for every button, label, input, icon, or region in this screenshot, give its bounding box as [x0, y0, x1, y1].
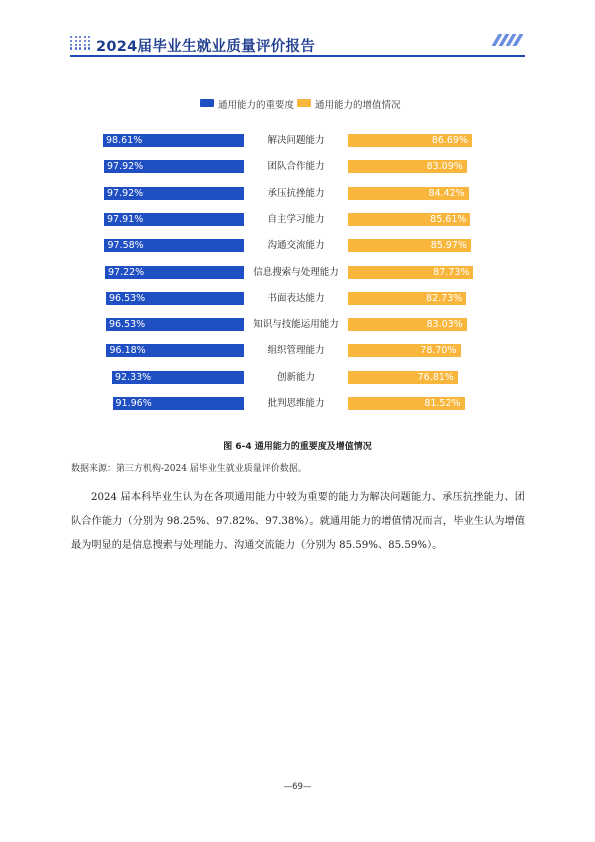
- category-label: 自主学习能力: [267, 213, 325, 225]
- legend-label-value-added: 通用能力的增值情况: [315, 100, 401, 111]
- body-paragraph: 2024 届本科毕业生认为在各项通用能力中较为重要的能力为解决问题能力、承压抗挫能力、团队合作能力（分别为 98.25%、97.82%、97.38%）。就通用能力的增值情况而言，毕业生认为增值最为明显的是信息搜索与处理能力、沟通交流能力（分别为 85.59%、85.59%）。: [71, 492, 525, 551]
- importance-value-label: 97.58%: [107, 240, 144, 252]
- legend-swatch-importance: [200, 99, 214, 107]
- importance-value-label: 97.91%: [107, 213, 144, 225]
- ability-chart: [0, 0, 595, 420]
- value-added-value-label: 85.97%: [430, 240, 467, 252]
- value-added-value-label: 82.73%: [426, 292, 463, 304]
- category-label: 信息搜索与处理能力: [253, 266, 339, 278]
- value-added-value-label: 81.52%: [424, 398, 461, 409]
- figure-caption: 图 6-4 通用能力的重要度及增值情况: [223, 442, 372, 452]
- value-added-value-label: 83.09%: [426, 161, 463, 173]
- importance-value-label: 97.22%: [107, 266, 145, 278]
- value-added-value-label: 78.70%: [420, 345, 457, 357]
- category-label: 知识与技能运用能力: [253, 319, 339, 331]
- value-added-value-label: 87.73%: [433, 266, 470, 278]
- importance-value-label: 96.18%: [109, 345, 146, 357]
- category-label: 组织管理能力: [267, 345, 325, 357]
- category-label: 解决问题能力: [267, 135, 325, 146]
- category-label: 沟通交流能力: [267, 240, 325, 252]
- category-label: 批判思维能力: [267, 398, 325, 409]
- category-label: 承压抗挫能力: [267, 187, 325, 199]
- value-added-value-label: 86.69%: [431, 135, 468, 146]
- importance-value-label: 98.61%: [106, 135, 143, 146]
- importance-value-label: 97.92%: [106, 187, 144, 199]
- report-title: 2024届毕业生就业质量评价报告: [96, 39, 316, 55]
- category-label: 团队合作能力: [267, 161, 325, 173]
- category-label: 创新能力: [276, 371, 315, 383]
- legend-label-importance: 通用能力的重要度: [218, 100, 295, 111]
- importance-value-label: 97.92%: [106, 161, 144, 173]
- importance-value-label: 96.53%: [108, 319, 146, 331]
- importance-value-label: 91.96%: [115, 398, 152, 409]
- value-added-value-label: 85.61%: [430, 213, 467, 225]
- category-label: 书面表达能力: [267, 292, 325, 304]
- data-source-note: 数据来源：第三方机构-2024 届毕业生就业质量评价数据。: [71, 464, 307, 474]
- value-added-value-label: 76.81%: [417, 371, 454, 383]
- value-added-value-label: 83.03%: [426, 319, 463, 331]
- importance-value-label: 96.53%: [108, 292, 146, 304]
- importance-value-label: 92.33%: [114, 371, 152, 383]
- page-number: —69—: [283, 782, 312, 792]
- legend-swatch-value-added: [297, 99, 311, 107]
- value-added-value-label: 84.42%: [428, 187, 465, 199]
